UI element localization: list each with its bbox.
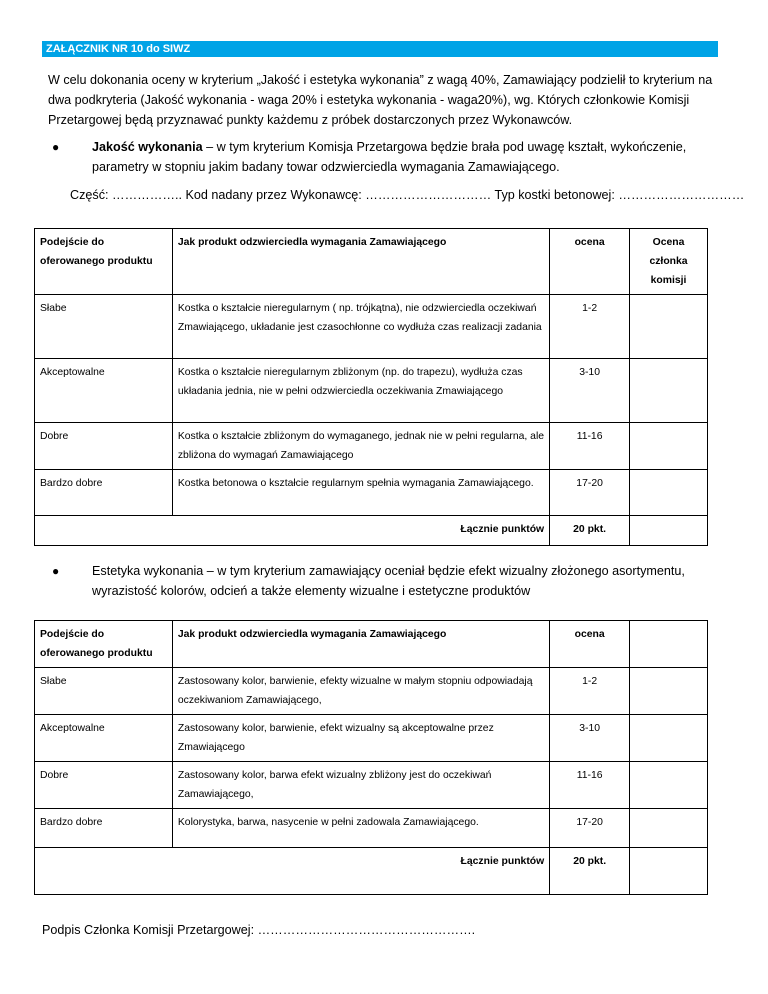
- attachment-header-bar: [42, 41, 718, 57]
- section2-description: Estetyka wykonania – w tym kryterium zamawiający oceniał będzie efekt wizualny złożonego asortymentu, wyrazistość kolorów, odcień a także elementy wizualne i estetyczne produktów: [92, 564, 685, 598]
- quality-table: [34, 228, 708, 546]
- bullet-icon: ●: [52, 564, 60, 578]
- header-approach: Podejście do oferowanego produktu: [35, 621, 173, 668]
- bullet-icon: ●: [52, 140, 60, 154]
- signature-line: Podpis Członka Komisji Przetargowej: …………………………………………….: [42, 923, 476, 937]
- row-score: 11-16: [550, 423, 630, 470]
- row-description: Kostka o kształcie nieregularnym zbliżonym (np. do trapezu), wydłuża czas układania jednia, nie w pełni odzwierciedla oczekiwania Zmawiającego: [172, 359, 549, 423]
- total-label: Łącznie punktów: [35, 516, 550, 546]
- table-row: [35, 715, 708, 762]
- header-member-score: [630, 621, 708, 668]
- total-label: Łącznie punktów: [35, 848, 550, 895]
- member-score-cell[interactable]: [630, 359, 708, 423]
- header-score: ocena: [550, 229, 630, 295]
- table-row: [35, 295, 708, 359]
- section1-description: – w tym kryterium Komisja Przetargowa będzie brała pod uwagę kształt, wykończenie, parametry w stopniu jakim badany towar odzwierciedla wymagania Zamawiającego.: [92, 140, 687, 174]
- section2-bullet: [52, 561, 710, 601]
- member-total-cell[interactable]: [630, 848, 708, 895]
- intro-paragraph: W celu dokonania oceny w kryterium „Jakość i estetyka wykonania” z wagą 40%, Zamawiający podzielił to kryterium na dwa podkryteria (Jakość wykonania - waga 20% i estetyka wykonania - waga20%), wg. Których członkowie Komisji Przetargowej będą przyznawać punkty każdemu z próbek dostarczonych przez Wykonawców.: [48, 73, 713, 127]
- header-description: Jak produkt odzwierciedla wymagania Zamawiającego: [172, 229, 549, 295]
- section1-bullet: [52, 137, 710, 177]
- row-score: 1-2: [550, 295, 630, 359]
- row-description: Kostka betonowa o kształcie regularnym spełnia wymagania Zamawiającego.: [172, 470, 549, 516]
- row-level: Dobre: [35, 762, 173, 809]
- header-approach: Podejście do oferowanego produktu: [35, 229, 173, 295]
- member-score-cell[interactable]: [630, 423, 708, 470]
- table-row: [35, 423, 708, 470]
- table-header-row: [35, 229, 708, 295]
- row-score: 11-16: [550, 762, 630, 809]
- total-row: [35, 848, 708, 895]
- aesthetics-table: [34, 620, 708, 895]
- total-row: [35, 516, 708, 546]
- member-score-cell[interactable]: [630, 470, 708, 516]
- row-level: Bardzo dobre: [35, 809, 173, 848]
- row-score: 3-10: [550, 359, 630, 423]
- header-description: Jak produkt odzwierciedla wymagania Zamawiającego: [172, 621, 549, 668]
- table-row: [35, 470, 708, 516]
- row-level: Słabe: [35, 668, 173, 715]
- total-value: 20 pkt.: [550, 848, 630, 895]
- row-score: 17-20: [550, 809, 630, 848]
- row-level: Akceptowalne: [35, 359, 173, 423]
- row-score: 1-2: [550, 668, 630, 715]
- member-score-cell[interactable]: [630, 715, 708, 762]
- table-row: [35, 762, 708, 809]
- total-value: 20 pkt.: [550, 516, 630, 546]
- row-level: Akceptowalne: [35, 715, 173, 762]
- table-row: [35, 668, 708, 715]
- member-score-cell[interactable]: [630, 295, 708, 359]
- member-total-cell[interactable]: [630, 516, 708, 546]
- row-description: Kostka o kształcie nieregularnym ( np. trójkątna), nie odzwierciedla oczekiwań Zmawiającego, układanie jest czasochłonne co wydłuża czas realizacji zadania: [172, 295, 549, 359]
- header-score: ocena: [550, 621, 630, 668]
- row-description: Zastosowany kolor, barwienie, efekty wizualne w małym stopniu odpowiadają oczekiwaniom Zamawiającego,: [172, 668, 549, 715]
- member-score-cell[interactable]: [630, 809, 708, 848]
- row-level: Słabe: [35, 295, 173, 359]
- member-score-cell[interactable]: [630, 762, 708, 809]
- row-score: 17-20: [550, 470, 630, 516]
- row-level: Dobre: [35, 423, 173, 470]
- row-description: Zastosowany kolor, barwa efekt wizualny zbliżony jest do oczekiwań Zamawiającego,: [172, 762, 549, 809]
- table-row: [35, 359, 708, 423]
- section1-title: Jakość wykonania: [92, 140, 203, 154]
- part-code-line: Część: …………….. Kod nadany przez Wykonawcę: ………………………… Typ kostki betonowej: …………………………: [70, 188, 745, 202]
- attachment-title: ZAŁĄCZNIK NR 10 do SIWZ: [46, 43, 191, 55]
- member-score-cell[interactable]: [630, 668, 708, 715]
- row-level: Bardzo dobre: [35, 470, 173, 516]
- table-row: [35, 809, 708, 848]
- row-score: 3-10: [550, 715, 630, 762]
- row-description: Kostka o kształcie zbliżonym do wymaganego, jednak nie w pełni regularna, ale zbliżona do wymagań Zamawiającego: [172, 423, 549, 470]
- table-header-row: [35, 621, 708, 668]
- row-description: Kolorystyka, barwa, nasycenie w pełni zadowala Zamawiającego.: [172, 809, 549, 848]
- row-description: Zastosowany kolor, barwienie, efekt wizualny są akceptowalne przez Zmawiającego: [172, 715, 549, 762]
- header-member-score: Ocena członka komisji: [630, 229, 708, 295]
